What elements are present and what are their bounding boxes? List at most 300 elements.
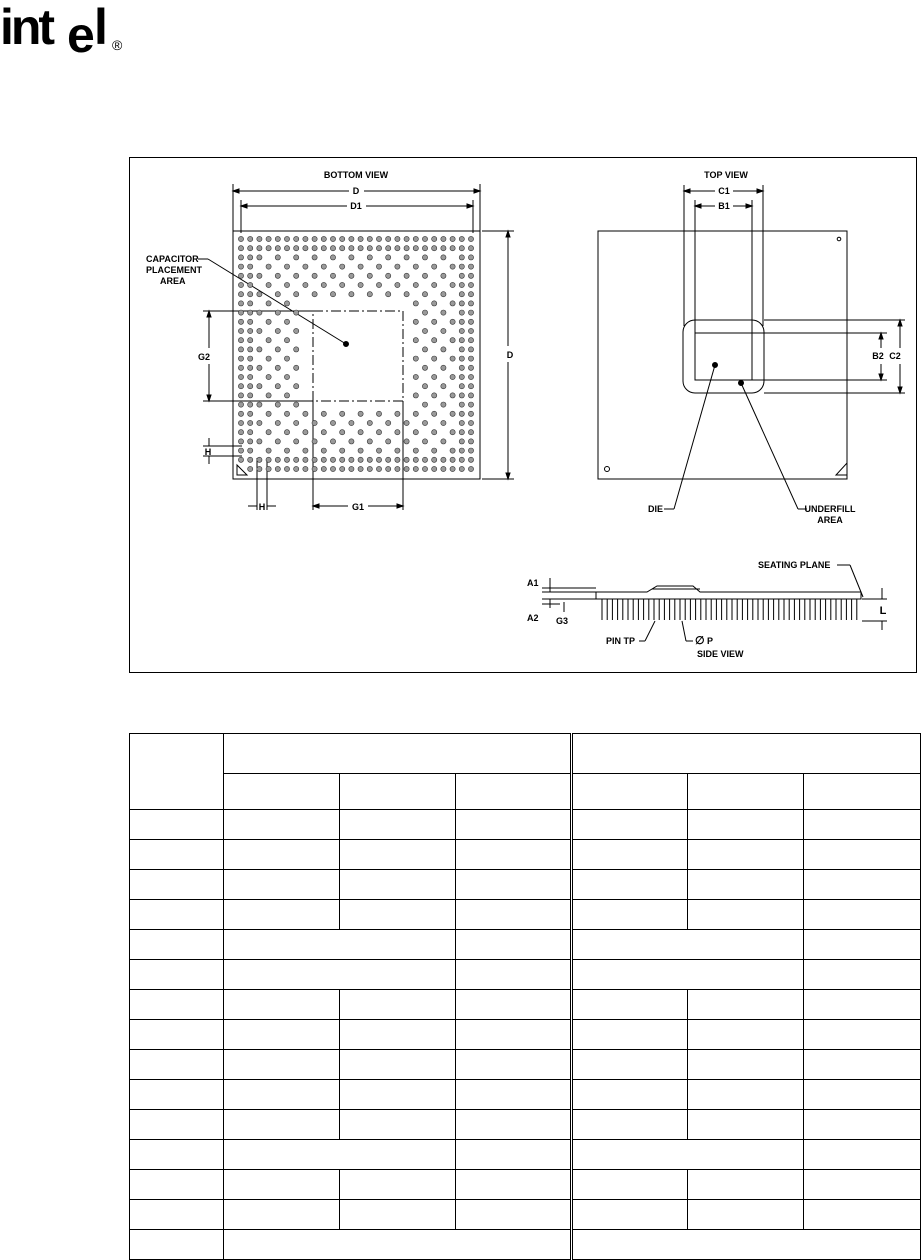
pin (238, 338, 243, 343)
dim-d1: D1 (350, 201, 362, 211)
pin (422, 236, 427, 241)
pin (386, 466, 391, 471)
table-header-group (572, 734, 921, 774)
table-row (130, 1110, 921, 1140)
pin (367, 255, 372, 260)
pin (468, 319, 473, 324)
dim-c2: C2 (889, 351, 901, 361)
pin (422, 439, 427, 444)
pin (266, 246, 271, 251)
pin (358, 246, 363, 251)
pin (459, 301, 464, 306)
pin (441, 292, 446, 297)
pin (468, 457, 473, 462)
pin (266, 448, 271, 453)
pin (432, 236, 437, 241)
registered-mark: ® (112, 37, 123, 53)
pin (257, 457, 262, 462)
pin (312, 439, 317, 444)
pin (257, 384, 262, 389)
pin (413, 457, 418, 462)
pin (340, 457, 345, 462)
pin (468, 338, 473, 343)
pin (468, 356, 473, 361)
pin (257, 292, 262, 297)
pin (330, 236, 335, 241)
top-view (598, 170, 905, 525)
pin (395, 282, 400, 287)
pin (294, 402, 299, 407)
pin (294, 466, 299, 471)
pin (459, 384, 464, 389)
pin (468, 347, 473, 352)
pin (303, 236, 308, 241)
pin (468, 264, 473, 269)
pin (459, 310, 464, 315)
pin (275, 328, 280, 333)
pin (330, 439, 335, 444)
pin (248, 347, 253, 352)
pin-tp-label: PIN TP (605, 636, 635, 646)
pin (248, 310, 253, 315)
pin (468, 365, 473, 370)
pin (340, 448, 345, 453)
pin (459, 365, 464, 370)
pin (266, 319, 271, 324)
pin (468, 384, 473, 389)
pin (238, 273, 243, 278)
pin (422, 384, 427, 389)
table-row (130, 990, 921, 1020)
pin (422, 255, 427, 260)
pin (303, 246, 308, 251)
pin (450, 466, 455, 471)
pin (459, 439, 464, 444)
pin (450, 374, 455, 379)
side-package-body (596, 586, 861, 599)
pin (303, 411, 308, 416)
pin (248, 292, 253, 297)
pin (376, 411, 381, 416)
pin (330, 246, 335, 251)
pin (275, 273, 280, 278)
pin (459, 236, 464, 241)
pin (266, 393, 271, 398)
pin (422, 246, 427, 251)
pin (386, 292, 391, 297)
pin (294, 328, 299, 333)
pin (468, 328, 473, 333)
pin (459, 292, 464, 297)
pin (257, 310, 262, 315)
pin (266, 356, 271, 361)
pin (432, 411, 437, 416)
pin (459, 338, 464, 343)
pin (284, 466, 289, 471)
pin (321, 448, 326, 453)
pin (358, 457, 363, 462)
pin (376, 457, 381, 462)
pin (349, 273, 354, 278)
pin (294, 273, 299, 278)
pin (395, 411, 400, 416)
top-package-outline (598, 231, 847, 479)
pin (450, 457, 455, 462)
pin (468, 466, 473, 471)
pin (358, 466, 363, 471)
pin (386, 273, 391, 278)
pin (275, 420, 280, 425)
pin (459, 246, 464, 251)
pin (468, 430, 473, 435)
bottom-view-title: BOTTOM VIEW (323, 170, 389, 180)
pin (275, 236, 280, 241)
pin (238, 236, 243, 241)
pin (468, 411, 473, 416)
pin (257, 246, 262, 251)
pin (257, 347, 262, 352)
pin (376, 282, 381, 287)
pin (432, 430, 437, 435)
pin (358, 448, 363, 453)
pin (422, 365, 427, 370)
pin (358, 430, 363, 435)
pin (257, 255, 262, 260)
pin (468, 420, 473, 425)
pin (321, 236, 326, 241)
pin (303, 282, 308, 287)
pin (321, 430, 326, 435)
pin (441, 310, 446, 315)
pin (441, 402, 446, 407)
pin (248, 236, 253, 241)
pin (441, 420, 446, 425)
pin (275, 466, 280, 471)
pin (450, 411, 455, 416)
capacitor-placement-area (313, 311, 403, 401)
pin (303, 264, 308, 269)
pin (386, 420, 391, 425)
pin (321, 282, 326, 287)
pin (413, 282, 418, 287)
pin (340, 246, 345, 251)
die (695, 333, 752, 380)
capacitor-callout-line1: CAPACITOR (146, 254, 199, 264)
pin (294, 292, 299, 297)
pin (376, 246, 381, 251)
pin (422, 457, 427, 462)
pin (238, 411, 243, 416)
pin (422, 310, 427, 315)
pin (312, 420, 317, 425)
pin (459, 374, 464, 379)
table-row (130, 1170, 921, 1200)
pin (257, 328, 262, 333)
pin (459, 264, 464, 269)
pin (404, 420, 409, 425)
pin (321, 264, 326, 269)
pin (303, 430, 308, 435)
table-row (130, 1200, 921, 1230)
pin (459, 282, 464, 287)
pin (340, 236, 345, 241)
die-label: DIE (647, 504, 663, 514)
pin (404, 255, 409, 260)
pin (294, 384, 299, 389)
pin (358, 282, 363, 287)
table-header-cell (688, 774, 804, 810)
pin (386, 255, 391, 260)
pin (395, 448, 400, 453)
pin (432, 282, 437, 287)
pin (330, 420, 335, 425)
pin (349, 466, 354, 471)
pin (450, 338, 455, 343)
pin (376, 430, 381, 435)
pin (257, 236, 262, 241)
pin (432, 319, 437, 324)
table-row (130, 1230, 921, 1260)
pin (294, 236, 299, 241)
pin (312, 246, 317, 251)
pin (238, 301, 243, 306)
pin (413, 338, 418, 343)
pin-grid (238, 236, 473, 471)
pin (432, 338, 437, 343)
pin (294, 420, 299, 425)
package-drawing-svg (130, 158, 918, 674)
table-row (130, 810, 921, 840)
pin (386, 457, 391, 462)
pin (386, 236, 391, 241)
pin (459, 273, 464, 278)
pin (404, 466, 409, 471)
pin (340, 466, 345, 471)
dim-g1: G1 (351, 502, 365, 512)
pin (266, 264, 271, 269)
pin (238, 439, 243, 444)
pin (275, 365, 280, 370)
pin (450, 393, 455, 398)
pin (266, 236, 271, 241)
pin (248, 457, 253, 462)
pin (248, 356, 253, 361)
pin (266, 457, 271, 462)
pin (266, 338, 271, 343)
pin (450, 236, 455, 241)
pin (312, 236, 317, 241)
pin (248, 466, 253, 471)
pin (413, 374, 418, 379)
pin (422, 420, 427, 425)
pin (432, 301, 437, 306)
pin (432, 448, 437, 453)
pin (376, 466, 381, 471)
pin (468, 273, 473, 278)
pin (450, 448, 455, 453)
pin (441, 328, 446, 333)
pin (330, 292, 335, 297)
pin (450, 430, 455, 435)
pin (248, 328, 253, 333)
table-row (130, 1020, 921, 1050)
capacitor-callout-line2: PLACEMENT (146, 265, 202, 275)
pin (349, 292, 354, 297)
pin (468, 402, 473, 407)
pin (294, 255, 299, 260)
pin (248, 301, 253, 306)
pin (238, 420, 243, 425)
table-header-cell (130, 734, 224, 810)
table-header-cell (572, 774, 688, 810)
pin (238, 448, 243, 453)
pin (386, 439, 391, 444)
pin (468, 236, 473, 241)
pin (468, 393, 473, 398)
pin (349, 255, 354, 260)
pin (238, 365, 243, 370)
dim-g3: G3 (556, 616, 569, 626)
intel-logotype: int (0, 0, 53, 55)
dim-b1: B1 (718, 201, 730, 211)
pin (468, 292, 473, 297)
pin (441, 246, 446, 251)
pin (238, 347, 243, 352)
pin (358, 411, 363, 416)
pin (422, 347, 427, 352)
pin (386, 246, 391, 251)
pin (294, 310, 299, 315)
pin (340, 264, 345, 269)
pin (275, 439, 280, 444)
pin (248, 365, 253, 370)
dim-a1: A1 (527, 578, 539, 588)
pin (441, 457, 446, 462)
pin (257, 365, 262, 370)
pin (367, 457, 372, 462)
pin (349, 236, 354, 241)
pin (459, 347, 464, 352)
dim-a2: A2 (527, 613, 539, 623)
pin (284, 457, 289, 462)
dimension-table (129, 733, 921, 1260)
pin (441, 365, 446, 370)
side-view (527, 560, 887, 659)
pin (358, 236, 363, 241)
pin (312, 273, 317, 278)
pin (450, 301, 455, 306)
pin (238, 310, 243, 315)
dim-b2: B2 (872, 351, 884, 361)
pin (404, 236, 409, 241)
pin (248, 439, 253, 444)
pin (340, 430, 345, 435)
table-row (130, 840, 921, 870)
package-drawing (129, 157, 917, 673)
pin (441, 347, 446, 352)
pin (468, 439, 473, 444)
pin (248, 319, 253, 324)
pin (284, 282, 289, 287)
pin (395, 466, 400, 471)
pin (349, 420, 354, 425)
pin (468, 374, 473, 379)
pin (413, 356, 418, 361)
pin (376, 448, 381, 453)
pin (367, 292, 372, 297)
pin (441, 384, 446, 389)
pin (238, 430, 243, 435)
pin (257, 466, 262, 471)
pin (275, 457, 280, 462)
pin (413, 236, 418, 241)
pin (238, 457, 243, 462)
pin (459, 356, 464, 361)
pin (284, 374, 289, 379)
table-row (130, 1050, 921, 1080)
pin (413, 264, 418, 269)
pin (349, 246, 354, 251)
pin (321, 246, 326, 251)
pin (257, 439, 262, 444)
pin (404, 273, 409, 278)
pin (248, 264, 253, 269)
pin (413, 393, 418, 398)
pin (238, 282, 243, 287)
pin (468, 448, 473, 453)
pin (441, 236, 446, 241)
pin (459, 430, 464, 435)
pin (459, 411, 464, 416)
pin (275, 292, 280, 297)
pin (275, 310, 280, 315)
pin (257, 420, 262, 425)
pin (275, 384, 280, 389)
pin (248, 246, 253, 251)
pin (248, 282, 253, 287)
pin (432, 393, 437, 398)
pin (275, 402, 280, 407)
pin (450, 356, 455, 361)
top-view-title: TOP VIEW (704, 170, 748, 180)
pin (395, 457, 400, 462)
pin (468, 282, 473, 287)
pin (468, 301, 473, 306)
pin (459, 402, 464, 407)
pin (404, 292, 409, 297)
svg-text:l: l (94, 0, 108, 55)
dim-h-side: H (204, 447, 212, 457)
pin (284, 236, 289, 241)
pin (238, 356, 243, 361)
dim-d-side: D (506, 350, 514, 360)
table-header-cell (224, 774, 340, 810)
table-row (130, 900, 921, 930)
pin (284, 338, 289, 343)
table-row (130, 960, 921, 990)
dim-g2: G2 (197, 352, 211, 362)
table-header-cell (340, 774, 456, 810)
pin (422, 273, 427, 278)
pin (422, 402, 427, 407)
pin (432, 457, 437, 462)
pin (349, 457, 354, 462)
pin (321, 411, 326, 416)
dim-c1: C1 (718, 186, 730, 196)
pin (294, 365, 299, 370)
pin (284, 319, 289, 324)
pin (238, 292, 243, 297)
